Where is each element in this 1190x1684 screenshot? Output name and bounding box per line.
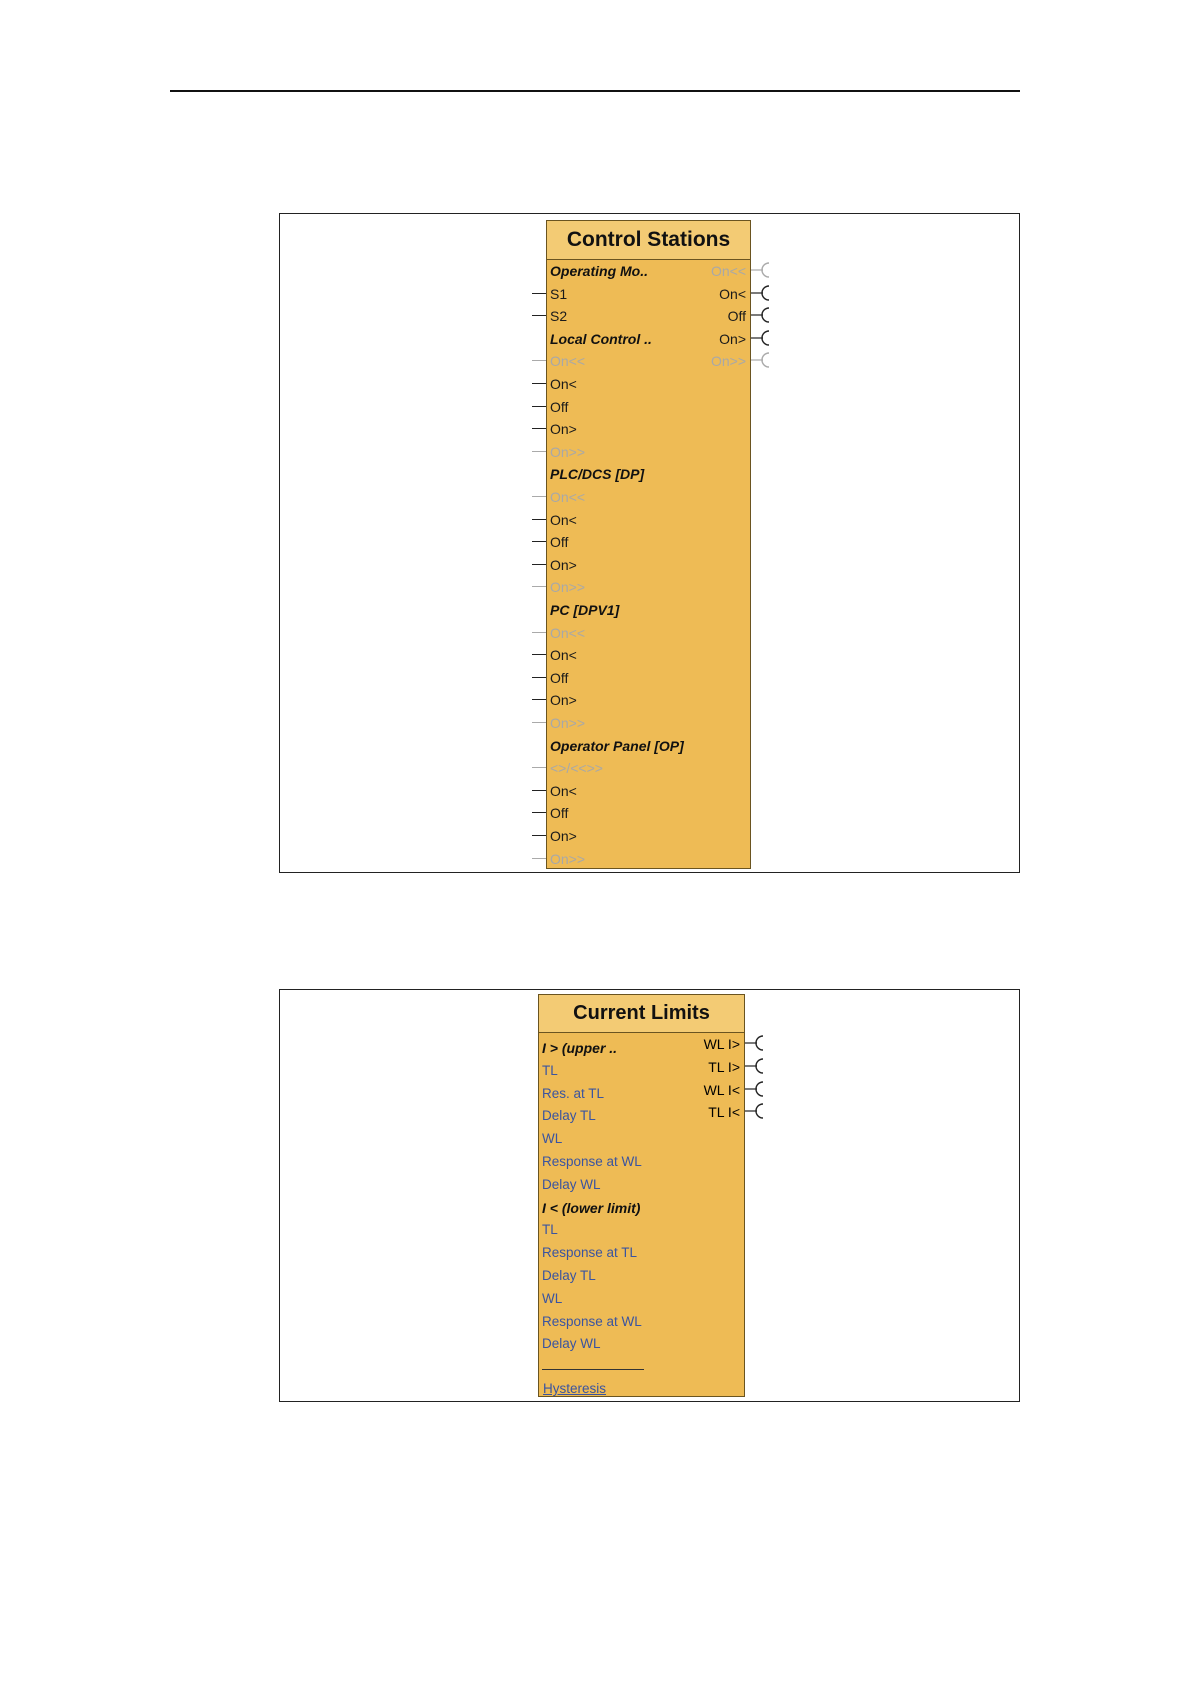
page-header-rule <box>170 90 1020 92</box>
control-stations-input-label[interactable]: Off <box>550 398 569 415</box>
control-stations-input-label[interactable]: S1 <box>550 285 568 302</box>
control-stations-block[interactable] <box>546 220 751 869</box>
input-connector[interactable] <box>532 315 546 316</box>
input-connector[interactable] <box>532 790 546 791</box>
control-stations-output-label[interactable]: On<< <box>710 263 746 279</box>
control-stations-input-label[interactable]: On< <box>550 647 577 664</box>
control-stations-input-label: Operating Mo.. <box>550 263 648 279</box>
control-stations-input-label[interactable]: On<< <box>550 489 586 505</box>
input-connector[interactable] <box>532 564 546 565</box>
control-stations-input-label[interactable]: On< <box>550 376 577 392</box>
control-stations-output-label[interactable]: On< <box>719 285 746 302</box>
control-stations-output-label[interactable]: On>> <box>710 353 746 370</box>
current-limits-input-label: I < (lower limit) <box>542 1199 641 1216</box>
input-connector[interactable] <box>532 406 546 407</box>
control-stations-input-label: PLC/DCS [DP] <box>550 466 645 483</box>
control-stations-input-label[interactable]: Off <box>550 534 569 551</box>
output-connector-icon[interactable] <box>745 1057 767 1075</box>
input-connector[interactable] <box>532 541 546 542</box>
output-connector-icon[interactable] <box>751 284 773 302</box>
control-stations-input-label[interactable]: On>> <box>550 715 586 731</box>
control-stations-output-label[interactable]: On> <box>719 330 746 347</box>
input-connector[interactable] <box>532 632 546 633</box>
current-limits-input-label[interactable]: Response at TL <box>542 1245 638 1261</box>
input-connector[interactable] <box>532 858 546 859</box>
current-limits-input-label[interactable]: Delay TL <box>542 1108 596 1124</box>
input-connector[interactable] <box>532 835 546 836</box>
current-limits-input-label[interactable]: TL <box>542 1062 558 1078</box>
current-limits-input-label[interactable]: Delay TL <box>542 1268 596 1283</box>
input-connector[interactable] <box>532 654 546 655</box>
output-connector-icon[interactable] <box>745 1102 767 1120</box>
input-connector[interactable] <box>532 293 546 294</box>
current-limits-output-label[interactable]: WL I> <box>703 1036 740 1052</box>
input-connector[interactable] <box>532 496 546 497</box>
current-limits-input-label[interactable]: WL <box>542 1131 563 1147</box>
current-limits-input-label[interactable]: Response at WL <box>542 1313 642 1329</box>
control-stations-input-label[interactable]: On> <box>550 692 577 709</box>
control-stations-input-label[interactable]: S2 <box>550 308 568 325</box>
input-connector[interactable] <box>532 812 546 813</box>
current-limits-input-label: I > (upper .. <box>542 1040 618 1056</box>
current-limits-title: Current Limits <box>539 995 744 1033</box>
input-connector[interactable] <box>532 586 546 587</box>
control-stations-input-label[interactable]: On> <box>550 556 577 573</box>
control-stations-output-label[interactable]: Off <box>727 308 746 325</box>
current-limits-input-label[interactable]: Delay WL <box>542 1336 601 1352</box>
hysteresis-label[interactable]: Hysteresis <box>543 1381 607 1396</box>
control-stations-input-label[interactable]: On>> <box>550 579 586 596</box>
control-stations-input-label[interactable]: Off <box>550 805 569 822</box>
hysteresis-separator <box>542 1369 644 1370</box>
output-connector-icon[interactable] <box>751 329 773 347</box>
output-connector-icon[interactable] <box>745 1080 767 1098</box>
current-limits-output-label[interactable]: WL I< <box>703 1081 740 1098</box>
control-stations-input-label[interactable]: On>> <box>550 443 586 460</box>
input-connector[interactable] <box>532 428 546 429</box>
control-stations-input-label: Operator Panel [OP] <box>550 737 684 754</box>
current-limits-input-label[interactable]: Res. at TL <box>542 1085 605 1101</box>
input-connector[interactable] <box>532 451 546 452</box>
input-connector[interactable] <box>532 677 546 678</box>
control-stations-input-label[interactable]: Off <box>550 669 569 686</box>
control-stations-input-label[interactable]: <>/<<>> <box>550 760 603 777</box>
current-limits-input-label[interactable]: Response at WL <box>542 1154 642 1169</box>
control-stations-input-label: Local Control .. <box>550 330 652 347</box>
input-connector[interactable] <box>532 383 546 384</box>
output-connector-icon[interactable] <box>751 351 773 369</box>
output-connector-icon[interactable] <box>745 1034 767 1052</box>
current-limits-input-label[interactable]: WL <box>542 1290 563 1306</box>
current-limits-input-label[interactable]: Delay WL <box>542 1176 601 1192</box>
control-stations-input-label[interactable]: On> <box>550 828 577 844</box>
control-stations-input-label: PC [DPV1] <box>550 602 620 618</box>
input-connector[interactable] <box>532 360 546 361</box>
current-limits-block[interactable] <box>538 994 745 1397</box>
control-stations-input-label[interactable]: On< <box>550 782 577 799</box>
output-connector-icon[interactable] <box>751 261 773 279</box>
control-stations-title: Control Stations <box>547 221 750 260</box>
control-stations-input-label[interactable]: On>> <box>550 850 586 867</box>
control-stations-input-label[interactable]: On> <box>550 421 577 438</box>
control-stations-input-label[interactable]: On<< <box>550 624 586 641</box>
control-stations-input-label[interactable]: On< <box>550 511 577 528</box>
current-limits-input-label[interactable]: TL <box>542 1222 558 1238</box>
control-stations-input-label[interactable]: On<< <box>550 353 586 370</box>
input-connector[interactable] <box>532 699 546 700</box>
current-limits-output-label[interactable]: TL I< <box>708 1104 740 1121</box>
input-connector[interactable] <box>532 767 546 768</box>
current-limits-output-label[interactable]: TL I> <box>708 1058 740 1075</box>
output-connector-icon[interactable] <box>751 306 773 324</box>
input-connector[interactable] <box>532 519 546 520</box>
input-connector[interactable] <box>532 722 546 723</box>
